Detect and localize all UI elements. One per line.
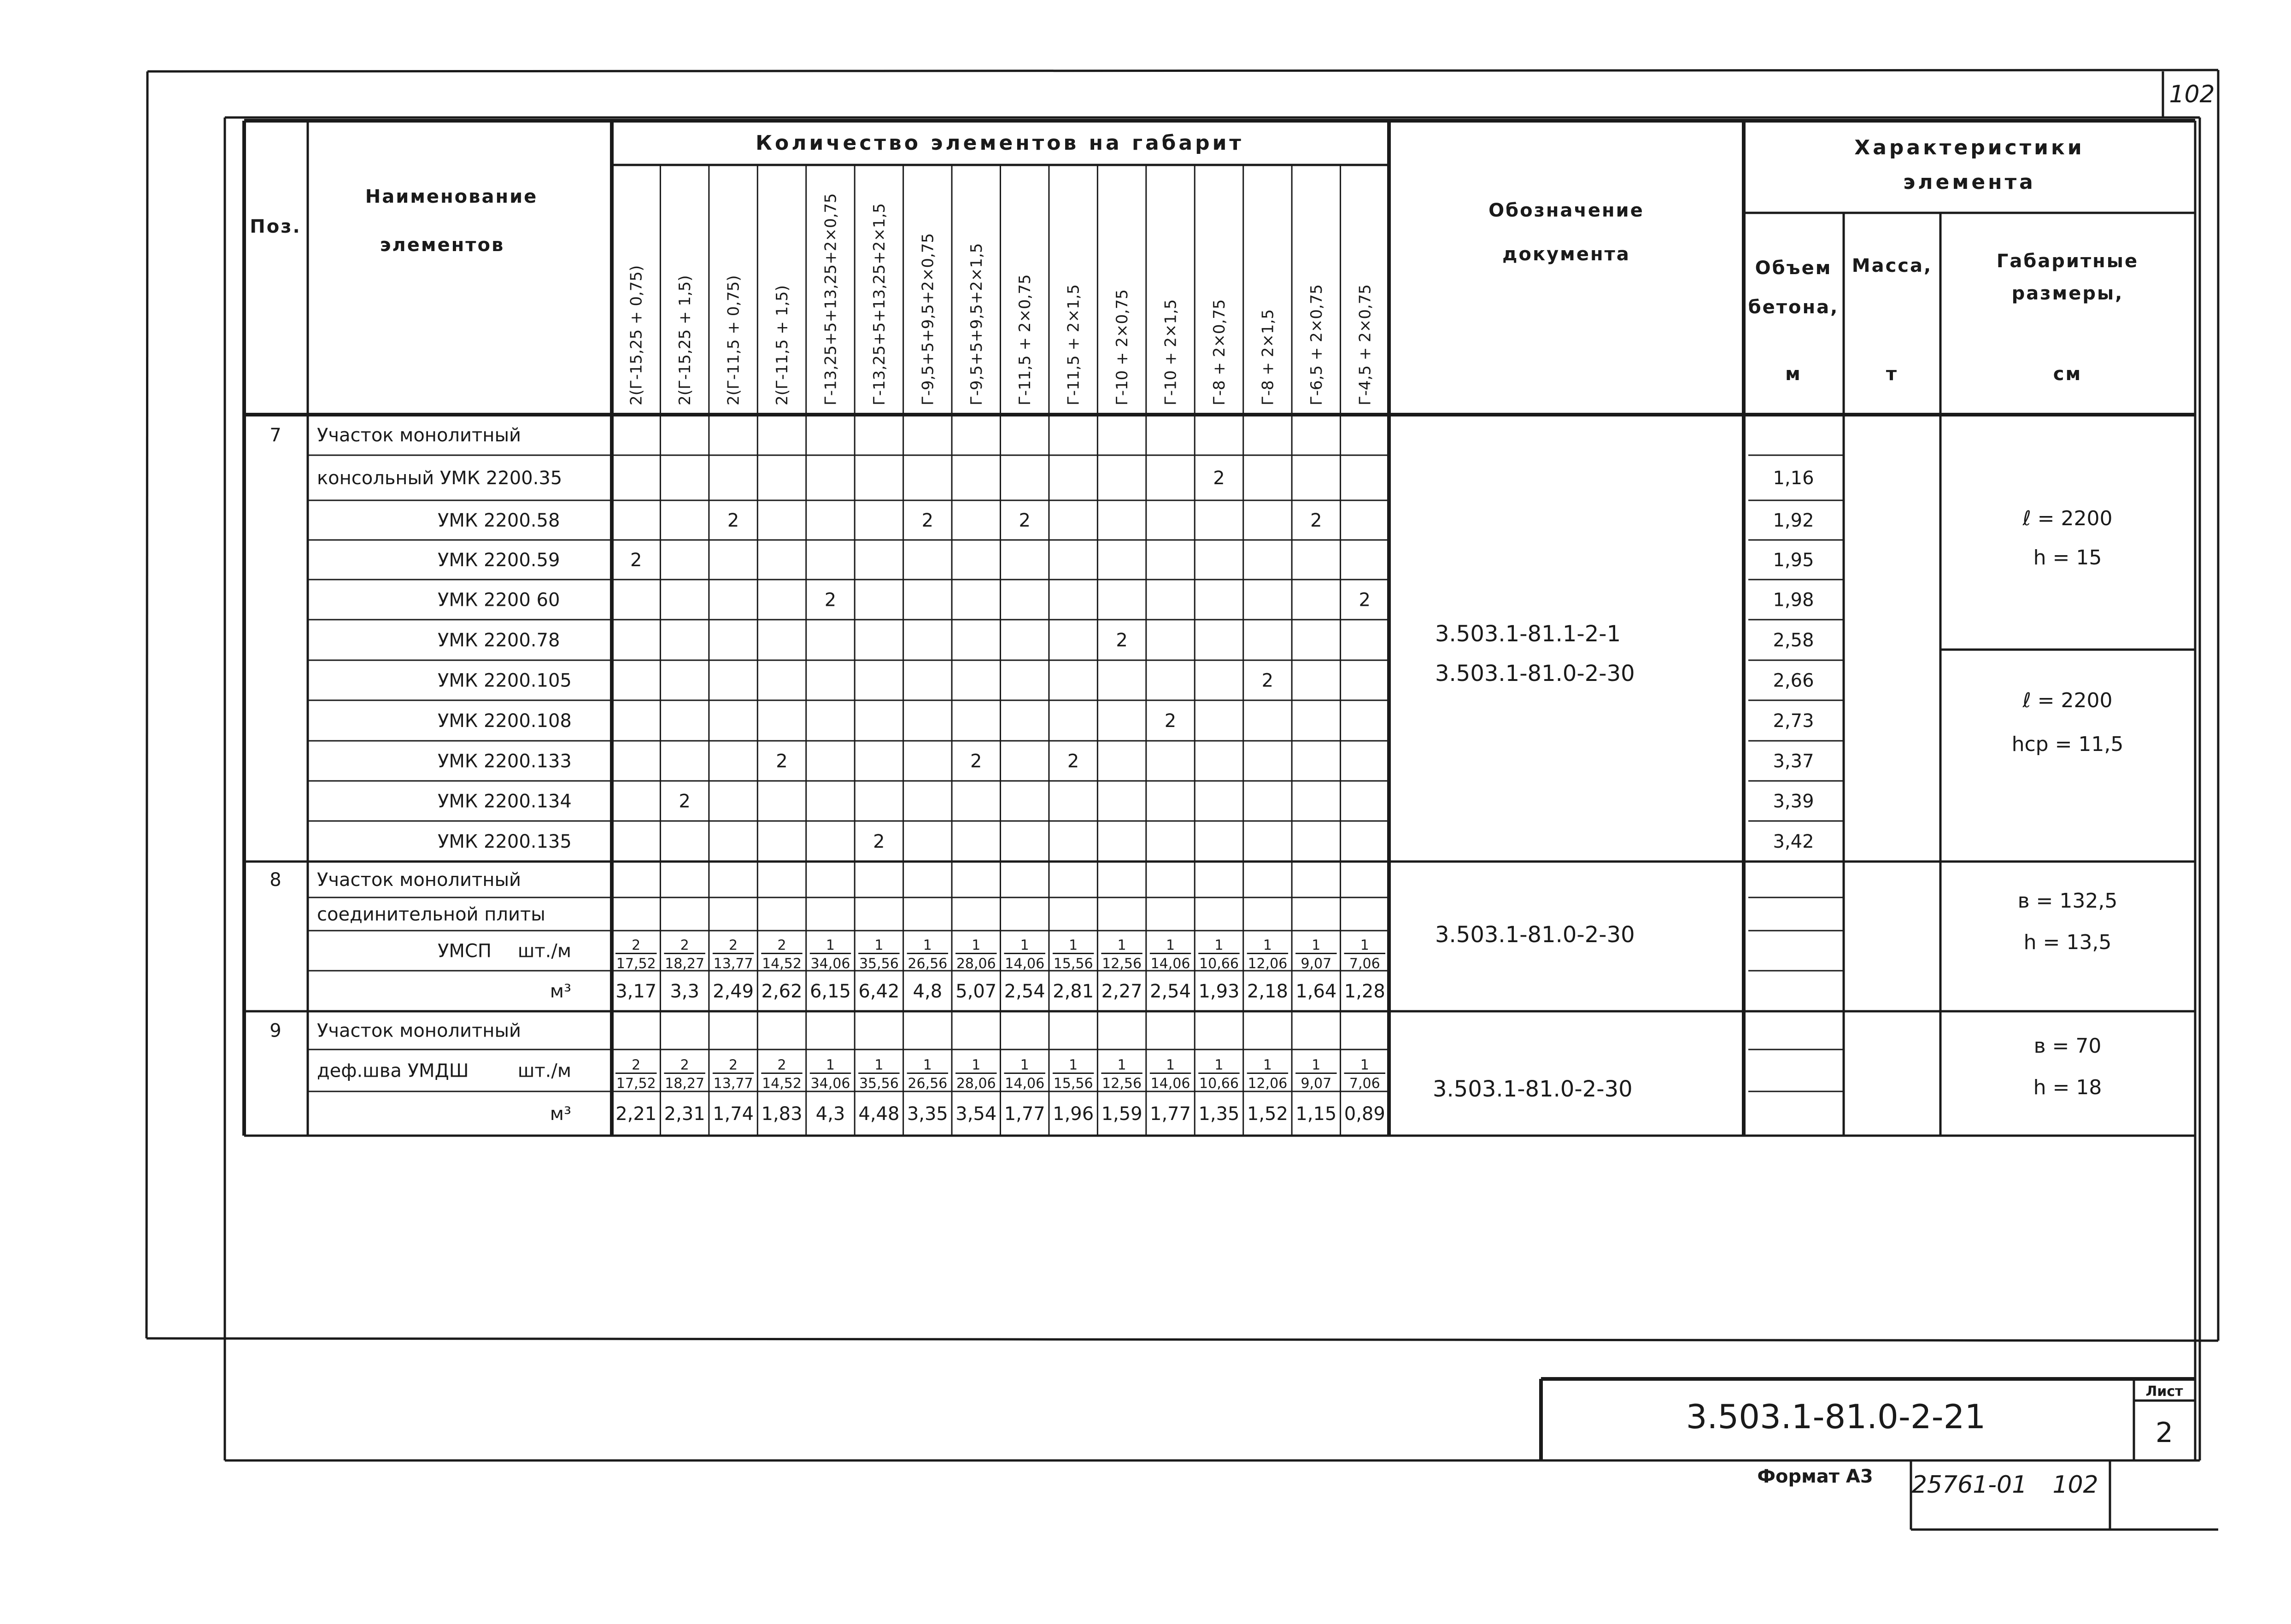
page-number: 102: [2169, 81, 2215, 108]
dims-a-line1: ℓ = 2200: [2022, 507, 2113, 530]
quantity-cell: 1,15: [1295, 1103, 1337, 1125]
fraction-denominator: 17,52: [616, 956, 656, 972]
fraction-numerator: 1: [972, 1057, 981, 1073]
row-name: УМК 2200.78: [438, 630, 560, 651]
header-pos: Поз.: [250, 216, 301, 237]
volume-cell: 3,42: [1773, 831, 1814, 852]
quantity-cell: 2: [921, 510, 934, 531]
row-position: 7: [270, 425, 281, 446]
row-unit: м³: [550, 1103, 571, 1125]
quantity-cell: 2: [727, 510, 739, 531]
quantity-cell: 6,15: [809, 981, 851, 1002]
quantity-cell: 2: [1359, 589, 1371, 611]
quantity-cell: 1,64: [1295, 981, 1337, 1002]
fraction-denominator: 15,56: [1053, 956, 1093, 972]
fraction-numerator: 1: [1263, 1057, 1272, 1073]
column-header: 2(Г-15,25 + 1,5): [676, 275, 695, 405]
fraction-numerator: 1: [1069, 937, 1078, 954]
fraction-denominator: 14,06: [1150, 1075, 1190, 1092]
header-dims-unit: см: [2053, 363, 2082, 385]
row-name: соединительной плиты: [317, 904, 545, 925]
quantity-cell: 1,59: [1101, 1103, 1143, 1125]
quantity-cell: 2,54: [1004, 981, 1045, 1002]
header-mass-unit: т: [1886, 363, 1898, 385]
volume-cell: 2,58: [1773, 630, 1814, 651]
fraction-numerator: 1: [826, 937, 835, 954]
quantity-cell: 4,8: [913, 981, 943, 1002]
archive-page: 102: [2052, 1471, 2098, 1499]
fraction-numerator: 1: [874, 1057, 884, 1073]
row-name: УМК 2200 60: [438, 589, 560, 611]
fraction-denominator: 14,06: [1005, 956, 1045, 972]
fraction-numerator: 2: [632, 1057, 641, 1073]
fraction-numerator: 1: [923, 937, 932, 954]
fraction-numerator: 1: [826, 1057, 835, 1073]
fraction-denominator: 12,56: [1102, 1075, 1142, 1092]
fraction-denominator: 13,77: [713, 956, 753, 972]
quantity-cell: 2: [1067, 750, 1079, 772]
fraction-numerator: 1: [1312, 1057, 1321, 1073]
header-dims-line2: размеры,: [2011, 283, 2124, 304]
quantity-cell: 2,21: [615, 1103, 657, 1125]
doc-ref-group7-line2: 3.503.1-81.0-2-30: [1435, 661, 1635, 686]
row-name: УМК 2200.58: [438, 510, 560, 531]
quantity-cell: 2,27: [1101, 981, 1143, 1002]
row-name: УМК 2200.108: [438, 710, 572, 732]
volume-cell: 1,95: [1773, 550, 1814, 571]
fraction-denominator: 35,56: [859, 956, 899, 972]
fraction-numerator: 1: [1360, 937, 1369, 954]
document-code: 3.503.1-81.0-2-21: [1686, 1397, 1986, 1436]
quantity-cell: 2: [970, 750, 982, 772]
dims-d-line1: в = 70: [2033, 1034, 2102, 1058]
quantity-cell: 1,77: [1150, 1103, 1191, 1125]
header-name-line1: Наименование: [365, 186, 538, 207]
quantity-cell: 3,3: [670, 981, 699, 1002]
volume-cell: 1,98: [1773, 589, 1814, 611]
quantity-cell: 2,54: [1150, 981, 1191, 1002]
row-name: Участок монолитный: [317, 869, 521, 891]
volume-cell: 2,66: [1773, 670, 1814, 692]
column-header: Г-10 + 2×0,75: [1113, 289, 1132, 405]
row-name: Участок монолитный: [317, 425, 521, 446]
quantity-cell: 2,18: [1247, 981, 1288, 1002]
doc-ref-group8: 3.503.1-81.0-2-30: [1435, 922, 1635, 948]
quantity-cell: 2: [1310, 510, 1322, 531]
fraction-numerator: 1: [874, 937, 884, 954]
header-doc-line2: документа: [1502, 244, 1630, 265]
fraction-denominator: 12,56: [1102, 956, 1142, 972]
quantity-cell: 1,28: [1344, 981, 1385, 1002]
fraction-numerator: 2: [777, 937, 786, 954]
quantity-cell: 4,48: [858, 1103, 900, 1125]
volume-cell: 1,92: [1773, 510, 1814, 531]
volume-cell: 2,73: [1773, 710, 1814, 732]
fraction-numerator: 1: [1360, 1057, 1369, 1073]
quantity-cell: 1,35: [1198, 1103, 1240, 1125]
quantity-cell: 4,3: [815, 1103, 845, 1125]
column-header: Г-13,25+5+13,25+2×1,5: [870, 203, 889, 405]
fraction-denominator: 10,66: [1199, 1075, 1239, 1092]
quantity-cell: 2: [1213, 468, 1225, 489]
archive-code: 25761-01: [1911, 1471, 2027, 1499]
fraction-numerator: 2: [729, 1057, 738, 1073]
dims-c-line2: h = 13,5: [2023, 931, 2112, 954]
row-name: УМСП: [438, 940, 492, 962]
column-header: Г-6,5 + 2×0,75: [1307, 284, 1326, 405]
fraction-numerator: 1: [972, 937, 981, 954]
dims-b-line1: ℓ = 2200: [2022, 689, 2113, 712]
fraction-denominator: 34,06: [810, 956, 850, 972]
fraction-denominator: 18,27: [665, 956, 705, 972]
fraction-numerator: 1: [1117, 937, 1126, 954]
row-name: Участок монолитный: [317, 1020, 521, 1042]
fraction-denominator: 9,07: [1301, 1075, 1332, 1092]
doc-ref-group7-line1: 3.503.1-81.1-2-1: [1435, 621, 1621, 647]
quantity-cell: 2: [1116, 630, 1128, 651]
fraction-numerator: 1: [1020, 1057, 1029, 1073]
volume-cell: 3,39: [1773, 791, 1814, 812]
header-char-line2: элемента: [1903, 170, 2036, 194]
fraction-denominator: 14,06: [1150, 956, 1190, 972]
quantity-cell: 2: [630, 550, 642, 571]
quantity-cell: 2: [776, 750, 788, 772]
quantity-cell: 1,83: [761, 1103, 803, 1125]
header-qty-title: Количество элементов на габарит: [756, 131, 1244, 155]
row-name: УМК 2200.133: [438, 750, 572, 772]
row-name: УМК 2200.134: [438, 791, 572, 812]
column-header: Г-11,5 + 2×1,5: [1064, 284, 1083, 405]
row-unit: м³: [550, 981, 571, 1002]
format-label: Формат А3: [1757, 1466, 1873, 1487]
fraction-denominator: 15,56: [1053, 1075, 1093, 1092]
quantity-cell: 2,62: [761, 981, 803, 1002]
fraction-denominator: 26,56: [908, 1075, 948, 1092]
volume-cell: 1,16: [1773, 468, 1814, 489]
fraction-numerator: 1: [1166, 937, 1175, 954]
fraction-denominator: 14,52: [762, 1075, 802, 1092]
fraction-numerator: 2: [777, 1057, 786, 1073]
fraction-denominator: 34,06: [810, 1075, 850, 1092]
header-vol-line1: Объем: [1755, 258, 1832, 279]
header-char-line1: Характеристики: [1854, 136, 2085, 159]
column-header: 2(Г-11,5 + 0,75): [724, 275, 743, 405]
quantity-cell: 2,31: [664, 1103, 705, 1125]
fraction-denominator: 13,77: [713, 1075, 753, 1092]
sheet-number: 2: [2155, 1417, 2174, 1449]
quantity-cell: 5,07: [955, 981, 997, 1002]
row-unit: шт./м: [517, 1060, 571, 1082]
quantity-cell: 3,17: [615, 981, 657, 1002]
quantity-cell: 2: [873, 831, 885, 852]
fraction-numerator: 1: [1069, 1057, 1078, 1073]
quantity-cell: 1,52: [1247, 1103, 1288, 1125]
header-mass-line1: Масса,: [1852, 255, 1933, 276]
row-unit: шт./м: [517, 940, 571, 962]
volume-cell: 3,37: [1773, 750, 1814, 772]
fraction-numerator: 2: [729, 937, 738, 954]
quantity-cell: 1,77: [1004, 1103, 1045, 1125]
fraction-denominator: 26,56: [908, 956, 948, 972]
quantity-cell: 2: [1019, 510, 1031, 531]
fraction-denominator: 18,27: [665, 1075, 705, 1092]
quantity-cell: 6,42: [858, 981, 900, 1002]
fraction-numerator: 1: [1214, 1057, 1224, 1073]
column-header: 2(Г-11,5 + 1,5): [773, 285, 792, 405]
quantity-cell: 1,74: [713, 1103, 754, 1125]
fraction-denominator: 9,07: [1301, 956, 1332, 972]
fraction-denominator: 7,06: [1349, 956, 1380, 972]
sheet-label: Лист: [2145, 1384, 2183, 1400]
column-header: Г-8 + 2×1,5: [1259, 309, 1277, 405]
fraction-denominator: 28,06: [956, 1075, 996, 1092]
fraction-numerator: 2: [680, 1057, 689, 1073]
fraction-numerator: 2: [632, 937, 641, 954]
quantity-cell: 2: [824, 589, 837, 611]
fraction-denominator: 7,06: [1349, 1075, 1380, 1092]
row-position: 9: [270, 1020, 281, 1042]
column-header: Г-9,5+5+9,5+2×0,75: [919, 233, 937, 405]
column-header: Г-8 + 2×0,75: [1210, 299, 1229, 405]
fraction-denominator: 14,52: [762, 956, 802, 972]
dims-a-line2: h = 15: [2033, 546, 2102, 569]
quantity-cell: 2: [679, 791, 691, 812]
header-vol-unit: м: [1785, 363, 1802, 385]
fraction-numerator: 1: [1312, 937, 1321, 954]
fraction-denominator: 12,06: [1248, 1075, 1288, 1092]
table-rows: [244, 425, 2195, 1136]
row-position: 8: [270, 869, 281, 891]
header-name-line2: элементов: [380, 235, 505, 256]
fraction-numerator: 1: [1117, 1057, 1126, 1073]
column-header: Г-11,5 + 2×0,75: [1016, 274, 1035, 405]
fraction-numerator: 1: [923, 1057, 932, 1073]
row-name: УМК 2200.105: [438, 670, 572, 692]
dims-d-line2: h = 18: [2033, 1076, 2102, 1099]
fraction-numerator: 1: [1166, 1057, 1175, 1073]
fraction-denominator: 12,06: [1248, 956, 1288, 972]
row-name: деф.шва УМДШ: [317, 1060, 469, 1082]
fraction-numerator: 2: [680, 937, 689, 954]
row-name: УМК 2200.135: [438, 831, 572, 852]
quantity-cell: 2: [1164, 710, 1177, 732]
fraction-numerator: 1: [1214, 937, 1224, 954]
quantity-cell: 2,81: [1053, 981, 1094, 1002]
row-name: консольный УМК 2200.35: [317, 468, 562, 489]
header-doc-line1: Обозначение: [1488, 200, 1644, 221]
column-header: 2(Г-15,25 + 0,75): [627, 265, 646, 405]
quantity-cell: 3,35: [907, 1103, 948, 1125]
dims-b-line2: hср = 11,5: [2011, 733, 2124, 756]
column-header: Г-4,5 + 2×0,75: [1356, 284, 1375, 405]
header-vol-line2: бетона,: [1748, 297, 1839, 318]
fraction-denominator: 14,06: [1005, 1075, 1045, 1092]
quantity-cell: 0,89: [1344, 1103, 1385, 1125]
header-dims-line1: Габаритные: [1996, 251, 2139, 272]
fraction-denominator: 35,56: [859, 1075, 899, 1092]
quantity-cell: 1,96: [1053, 1103, 1094, 1125]
quantity-cell: 2,49: [713, 981, 754, 1002]
quantity-cell: 1,93: [1198, 981, 1240, 1002]
dims-c-line1: в = 132,5: [2017, 889, 2118, 913]
fraction-denominator: 10,66: [1199, 956, 1239, 972]
column-header: Г-9,5+5+9,5+2×1,5: [967, 243, 986, 405]
fraction-denominator: 28,06: [956, 956, 996, 972]
row-name: УМК 2200.59: [438, 550, 560, 571]
doc-ref-group9: 3.503.1-81.0-2-30: [1433, 1076, 1633, 1102]
column-header: Г-13,25+5+13,25+2×0,75: [821, 193, 840, 405]
column-header: Г-10 + 2×1,5: [1161, 299, 1180, 405]
quantity-cell: 3,54: [955, 1103, 997, 1125]
fraction-numerator: 1: [1263, 937, 1272, 954]
fraction-denominator: 17,52: [616, 1075, 656, 1092]
fraction-numerator: 1: [1020, 937, 1029, 954]
quantity-cell: 2: [1261, 670, 1274, 692]
